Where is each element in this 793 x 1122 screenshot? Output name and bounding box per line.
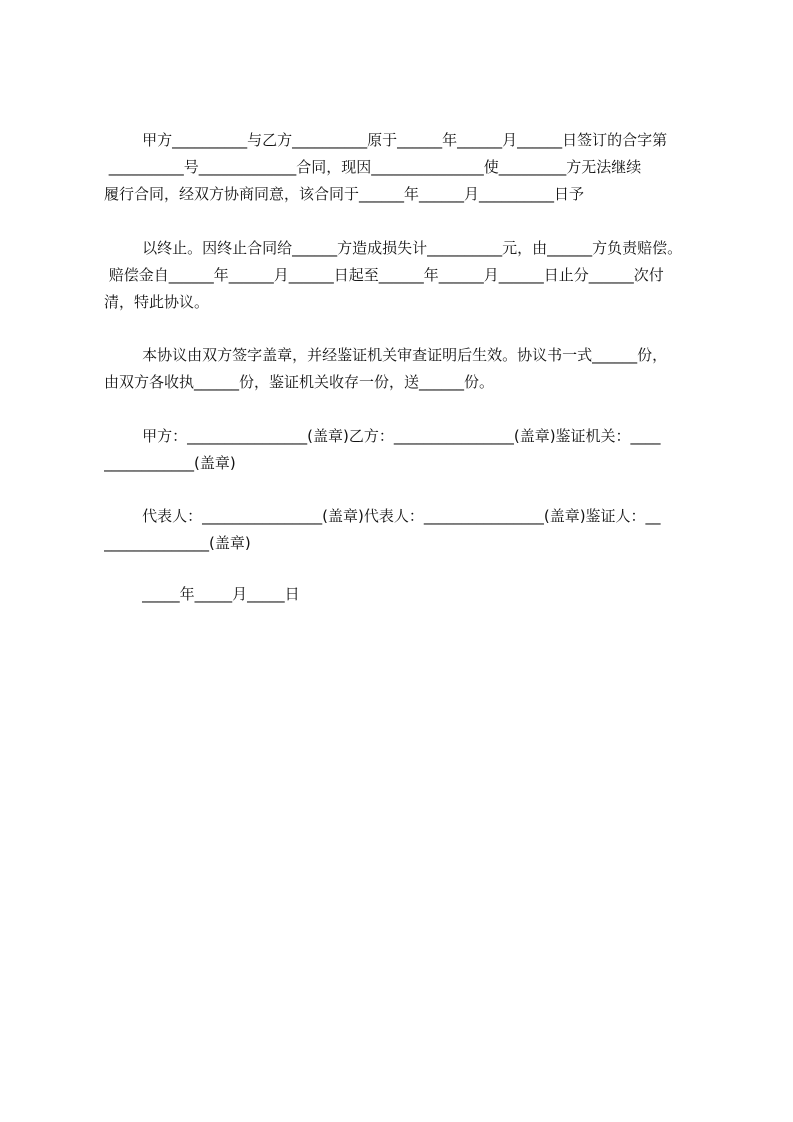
paragraph-2-line-3: 清，特此协议。 (104, 293, 210, 311)
signature-representative-line-1: 代表人：________________(盖章)代表人：________________(盖章)鉴证人：__ (104, 507, 661, 525)
paragraph-1-line-1: 甲方__________与乙方__________原于______年______月______日签订的合字第 (104, 131, 668, 149)
paragraph-1-line-3: 履行合同，经双方协商同意，该合同于______年______月__________日予 (104, 185, 585, 203)
date-line: _____年_____月_____日 (104, 585, 300, 603)
signature-party-line-1: 甲方：________________(盖章)乙方：________________(盖章)鉴证机关：____ (104, 427, 661, 445)
signature-representative-line-2: ______________(盖章) (104, 534, 251, 552)
paragraph-1-line-2: __________号_____________合同，现因_______________使_________方无法继续 (104, 158, 642, 176)
paragraph-3-line-1: 本协议由双方签字盖章，并经鉴证机关审查证明后生效。协议书一式______份， (104, 346, 668, 364)
paragraph-2-line-1: 以终止。因终止合同给______方造成损失计__________元，由______方负责赔偿。 (104, 239, 683, 257)
signature-party-line-2: ____________(盖章) (104, 454, 236, 472)
paragraph-2-line-2: 赔偿金自______年______月______日起至______年______月______日止分______次付 (104, 266, 664, 284)
paragraph-3-line-2: 由双方各收执______份，鉴证机关收存一份，送______份。 (104, 373, 495, 391)
